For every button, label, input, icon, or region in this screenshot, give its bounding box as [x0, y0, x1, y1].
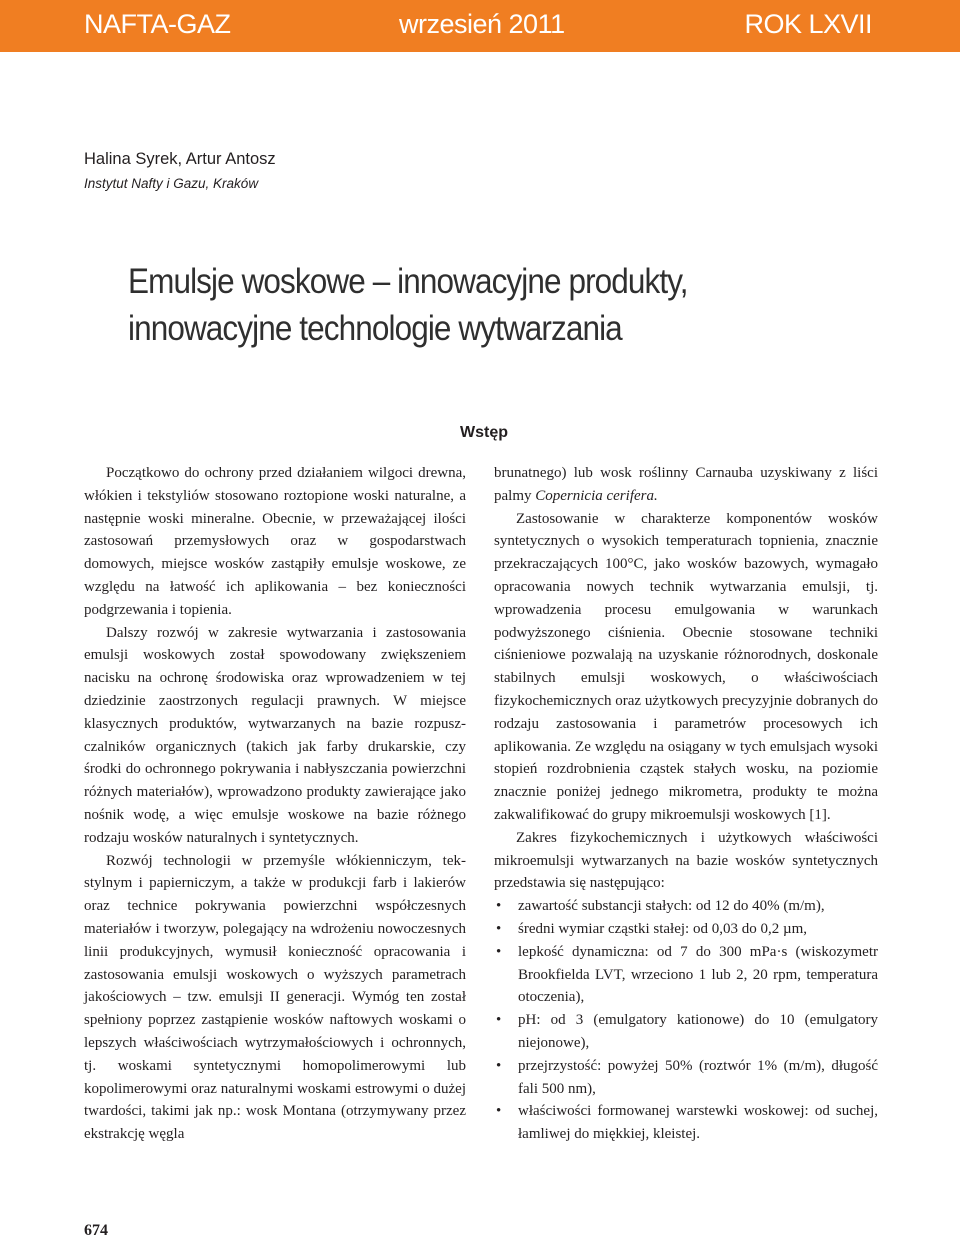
author-affiliation: Instytut Nafty i Gazu, Kraków [84, 176, 259, 191]
right-paragraph-2: Zastosowanie w charakterze komponentów wosków syntetycznych o wysokich temperaturach topnienia, znacznie przekraczających 100°C, jako wosków bazowych, wymagało opracowania nowych technik wytwarzania emulsji, tj. wprowadzenia procesu emulgowania w warunkach podwyższonego ciśnienia. Obecnie stosowane techniki ciśnieniowe pozwalają na uzyskanie różnorodnych, doskonale stabilnych emulsji woskowych, o właściwościach fizykochemicznych oraz użytkowych precyzyjnie dobranych do rodzaju zastosowania i parametrów procesowych ich aplikowania. Ze względu na osiągany w tych emulsjach wysoki stopień rozdrobnienia cząstek stałych wosku, na poziomie znacznie poniżej jednego mikrometra, produkty te można zakwalifikować do grupy mikroemulsji woskowych [1]. [494, 510, 878, 823]
article-title-line-2: innowacyjne technologie wytwarzania [128, 309, 622, 348]
right-paragraph-3: Zakres fizykochemicznych i użytkowych właściwości mikroemulsji wytwarzanych na bazie wosków syntetycznych przedstawia się następująco: [494, 829, 878, 892]
list-item [494, 1100, 878, 1146]
bullet-icon: • [496, 1012, 502, 1029]
bullet-icon: • [496, 1103, 502, 1120]
right-column [494, 462, 878, 1146]
issue-date: wrzesień 2011 [399, 9, 565, 39]
bullet-icon: • [496, 898, 502, 915]
right-paragraph-1-text: brunatnego) lub wosk roślinny Carnauba uzyskiwany z liści palmy [494, 465, 878, 504]
journal-volume: ROK LXVII [744, 9, 872, 39]
list-item-text: lepkość dynamiczna: od 7 do 300 mPa·s (wiskozymetr Brookfielda LVT, wrzeciono 1 lub 2, 20 rpm, temperatura otoczenia), [518, 943, 878, 1006]
list-item-text: zawartość substancji stałych: od 12 do 40% (m/m), [518, 898, 825, 915]
list-item-text: przejrzystość: powyżej 50% (roztwór 1% (m/m), długość fali 500 nm), [518, 1057, 878, 1097]
bullet-icon: • [496, 1057, 502, 1074]
journal-header-bar [0, 0, 960, 52]
left-paragraph-2: Dalszy rozwój w zakresie wytwarzania i zastosowania emulsji woskowych został spowodowany zwiększeniem nacisku na ochronę środowiska oraz wprowadzeniem w tej dziedzinie zaostrzonych regulacji prawnych. W miejsce klasycznych produktów, wytwarzanych na bazie rozpuszczalników organicznych (takich jak farby drukarskie, czy środki do ochronnego pokrywania i nabłyszczania powierzchni różnych materiałów), wprowadzono produkty zawierające jako nośnik wodę, a więc emulsje woskowe na bazie różnego rodzaju wosków naturalnych i syntetycznych. [84, 624, 466, 846]
section-heading: Wstęp [460, 424, 508, 441]
article-title-line-1: Emulsje woskowe – innowacyjne produkty, [128, 262, 688, 301]
right-paragraph-1 [494, 462, 878, 508]
left-column [84, 462, 466, 1146]
left-paragraph-3: Rozwój technologii w przemyśle włókienniczym, tekstylnym i papierniczym, a także w produkcji farb i lakierów oraz technice pokrywania powierzchni współczesnych materiałów i tworzyw, polegający na wdrożeniu nowoczesnych linii produkcyjnych, wymusił konieczność opracowania i zastosowania emulsji woskowych o wyższych parametrach jakościowych – tzw. emulsji II generacji. Wymóg ten został spełniony poprzez zastąpienie wosków naftowych woskami o lepszych właściwościach wytrzymałościowych i ochronnych, tj. woskami syntetycznymi homopolimerowymi lub kopolimerowymi oraz naturalnymi woskami estrowymi o dużej twardości, takimi jak np.: wosk Montana (otrzymywany przez ekstrakcję węgla [84, 852, 466, 1143]
list-item [494, 1055, 878, 1101]
species-name: Copernicia cerifera. [535, 487, 658, 504]
list-item-text: pH: od 3 (emulgatory kationowe) do 10 (emulgatory niejonowe), [518, 1012, 878, 1051]
bullet-icon: • [496, 920, 502, 937]
article-title [128, 258, 812, 352]
list-item [494, 1009, 878, 1055]
list-item [494, 895, 878, 918]
list-item-text: średni wymiar cząstki stałej: od 0,03 do 0,2 µm, [518, 920, 808, 937]
properties-list [494, 895, 878, 1146]
article-authors: Halina Syrek, Artur Antosz [84, 150, 276, 168]
list-item [494, 941, 878, 1009]
list-item-text: właściwości formowanej warstewki woskowej: od suchej, łamliwej do miękkiej, kleistej. [518, 1103, 878, 1143]
page-number: 674 [84, 1222, 108, 1239]
left-paragraph-1: Początkowo do ochrony przed działaniem wilgoci drewna, włókien i tekstyliów stosowano roztopione woski naturalne, a następnie woski mineralne. Obecnie, w przeważającej ilości zastosowań przemysłowych oraz w gospodarstwach domowych, miejsce wosków zastąpiły emulsje woskowe, ze względu na łatwość ich aplikowania – bez konieczności podgrzewania i topienia. [84, 465, 466, 618]
list-item [494, 918, 878, 941]
journal-name: NAFTA-GAZ [84, 9, 231, 39]
bullet-icon: • [496, 943, 502, 960]
